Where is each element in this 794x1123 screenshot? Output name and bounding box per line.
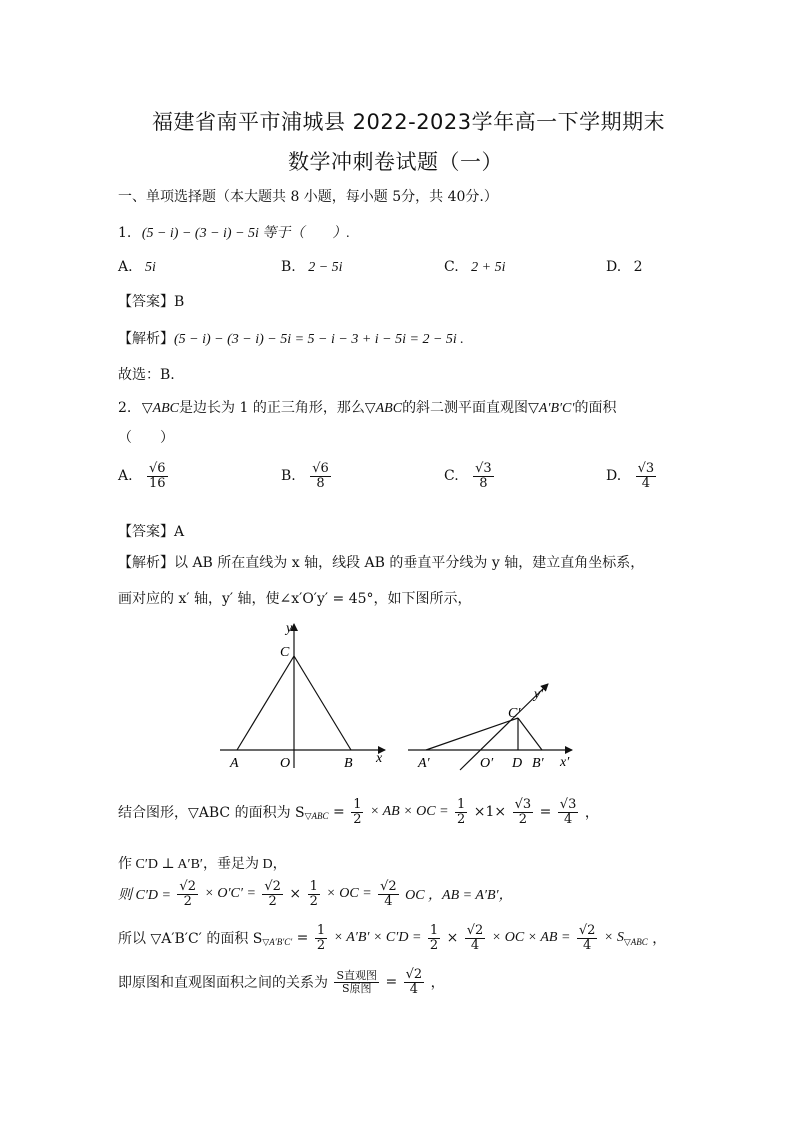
q1-stem [118, 222, 350, 242]
original-triangle-figure [220, 621, 385, 771]
text: ， [430, 975, 445, 992]
option-text: 2 − 5i [308, 260, 343, 275]
q2-area-line [118, 798, 599, 826]
q2-option-b [281, 462, 333, 490]
option-label: B. [281, 259, 296, 275]
fraction: $\frac{1}{2}$ [309, 879, 318, 909]
q1-option-d [606, 259, 643, 275]
fraction: $\frac{1}{2}$ [429, 923, 439, 953]
q2-so-line [118, 924, 666, 952]
q2-stem [118, 397, 616, 417]
text: 结合图形，▽ABC 的面积为 S [118, 805, 305, 822]
subscript: ▽A′B′C′ [262, 937, 293, 948]
fraction: $\frac{\text{S直观图}}{\text{S原图}}$ [336, 969, 377, 995]
q1-option-b [281, 259, 343, 276]
option-fraction: $\frac{√6}{8}$ [312, 461, 329, 491]
analysis-tag: 【解析】 [118, 331, 174, 347]
section-heading: 一、单项选择题（本大题共 8 小题，每小题 5分，共 40分.） [118, 189, 498, 205]
fraction: $\frac{1}{2}$ [457, 797, 466, 827]
text: × OC = [326, 886, 372, 902]
text: = [333, 804, 345, 821]
answer-value: B [174, 294, 185, 310]
fraction: $\frac{1}{2}$ [353, 797, 362, 827]
text: × S [603, 930, 624, 946]
fraction: $\frac{√2}{4}$ [578, 923, 596, 953]
label-x: x [376, 751, 383, 766]
label-o: O [280, 756, 291, 771]
text: ， [652, 931, 667, 948]
doc-title-line2: 数学冲刺卷试题（一） [288, 150, 503, 174]
fraction: $\frac{√2}{4}$ [380, 879, 397, 909]
q2-then-line [118, 880, 513, 908]
side-b-c-prime [518, 718, 542, 750]
option-label: D. [606, 259, 622, 275]
q2-relation-line [118, 968, 445, 996]
text: × [289, 886, 302, 903]
text: × OC × AB = [491, 930, 571, 946]
label-x-prime: x′ [560, 755, 570, 770]
option-label: A. [118, 468, 133, 485]
option-label: C. [444, 259, 459, 275]
label-y: y [286, 621, 293, 636]
q2-option-a [118, 462, 170, 490]
text: × [446, 930, 459, 947]
option-fraction: $\frac{√6}{16}$ [149, 461, 166, 491]
label-y-prime: y′ [534, 687, 544, 702]
q1-option-a [118, 259, 156, 276]
subscript: ▽ABC [623, 937, 648, 948]
q2-option-c [444, 462, 496, 490]
label-c: C [280, 645, 290, 660]
side-ac [237, 656, 294, 750]
analysis-text: 以 AB 所在直线为 x 轴，线段 AB 的垂直平分线为 y 轴，建立直角坐标系， [174, 555, 645, 571]
answer-value: A [174, 524, 185, 540]
geometry-figure [200, 618, 590, 778]
q2-stem-part: ▽A′B′C′ [528, 401, 575, 416]
text: OC ，AB = A′B′， [405, 888, 513, 904]
q1-option-c [444, 259, 505, 276]
analysis-text: (5 − i) − (3 − i) − 5i = 5 − i − 3 + i − 5i = 2 − 5i . [174, 332, 464, 347]
q2-stem-part: ▽ABC [141, 401, 180, 416]
q2-paren: （ ） [118, 430, 174, 446]
q1-stem-text: (5 − i) − (3 − i) − 5i 等于（ ）. [141, 226, 350, 241]
analysis-tag: 【解析】 [118, 555, 174, 571]
text: 所以 ▽A′B′C′ 的面积 S [118, 931, 263, 948]
text: ， [584, 805, 599, 822]
option-text: 2 [633, 259, 643, 275]
q1-analysis [118, 328, 464, 348]
label-a: A [230, 756, 239, 771]
text: × AB × OC = [369, 804, 449, 820]
q2-stem-part: 是边长为 1 的正三角形，那么 [179, 400, 365, 416]
option-label: A. [118, 259, 133, 275]
oblique-triangle-figure [408, 684, 572, 771]
fraction: $\frac{√2}{2}$ [264, 879, 281, 909]
q2-answer [118, 521, 184, 541]
label-d: D [512, 756, 523, 771]
label-b: B [344, 756, 353, 771]
option-label: C. [444, 468, 459, 485]
fraction: $\frac{√2}{4}$ [466, 923, 484, 953]
q2-number: 2. [118, 400, 132, 416]
q2-stem-part: ▽ABC [364, 401, 403, 416]
answer-tag: 【答案】 [118, 294, 174, 310]
text: = [385, 974, 398, 991]
fraction: $\frac{√3}{2}$ [514, 797, 532, 827]
text: × A′B′ × C′D = [333, 930, 422, 946]
subscript: ▽ABC [304, 811, 329, 822]
fraction: $\frac{√3}{4}$ [559, 797, 577, 827]
option-fraction: $\frac{√3}{8}$ [475, 461, 492, 491]
text: 即原图和直观图面积之间的关系为 [118, 975, 328, 992]
q1-answer [118, 291, 184, 311]
option-label: D. [606, 468, 622, 485]
side-a-c-prime [426, 718, 518, 750]
fraction: $\frac{√2}{4}$ [405, 967, 423, 997]
fraction: $\frac{1}{2}$ [316, 923, 326, 953]
option-label: B. [281, 468, 296, 485]
text: = [296, 930, 309, 947]
q2-perp-line: 作 C′D ⊥ A′B′，垂足为 D， [118, 857, 287, 872]
q2-analysis-line2: 画对应的 x′ 轴，y′ 轴，使∠x′O′y′ = 45°，如下图所示， [118, 591, 472, 607]
side-bc [294, 656, 351, 750]
fraction: $\frac{√2}{2}$ [179, 879, 196, 909]
q1-conclusion: 故选：B. [118, 367, 175, 383]
q2-stem-part: 的面积 [574, 400, 617, 416]
q1-number: 1. [118, 225, 132, 241]
label-c-prime: C′ [508, 706, 521, 721]
option-text: 5i [145, 260, 156, 275]
option-text: 2 + 5i [471, 260, 506, 275]
q2-option-d [606, 462, 658, 490]
label-b-prime: B′ [532, 756, 544, 771]
q2-stem-part: 的斜二测平面直观图 [402, 400, 529, 416]
doc-title-line1: 福建省南平市浦城县 2022-2023学年高一下学期期末 [152, 110, 666, 134]
answer-tag: 【答案】 [118, 524, 174, 540]
text: ×1× [473, 804, 507, 821]
label-o-prime: O′ [480, 756, 494, 771]
option-fraction: $\frac{√3}{4}$ [637, 461, 655, 491]
text: × O′C′ = [204, 886, 256, 902]
q2-analysis-line1 [118, 552, 644, 572]
text: = [539, 804, 552, 821]
text: 则 C′D = [118, 888, 171, 904]
label-a-prime: A′ [418, 756, 430, 771]
